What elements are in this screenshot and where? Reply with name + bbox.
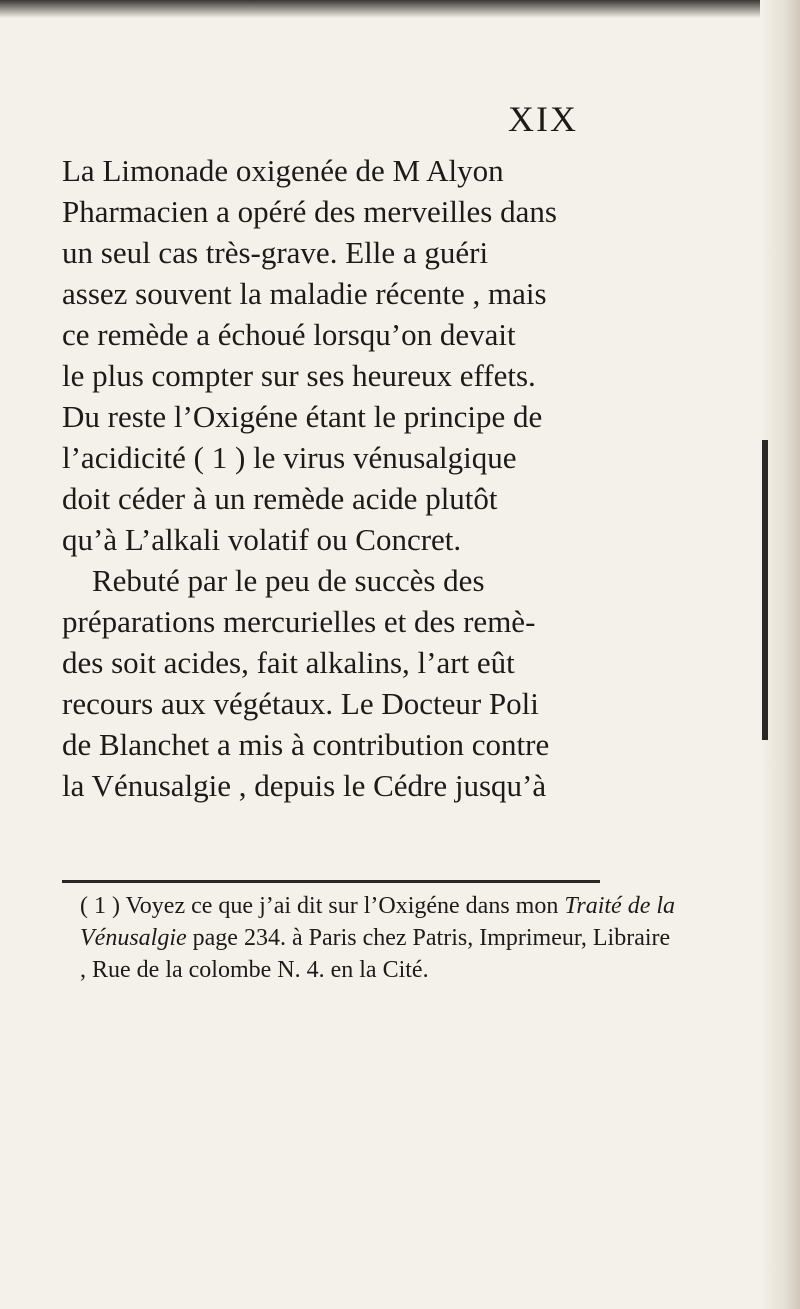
- footnote: [80, 890, 680, 986]
- footnote-text: Voyez ce que j’ai dit sur l’Oxigéne dans mon: [125, 893, 559, 919]
- line: Rebuté par le peu de succès des: [92, 563, 485, 598]
- line: la Vénusalgie , depuis le Cédre jusqu’à: [62, 768, 547, 803]
- paragraph-2: [62, 560, 752, 806]
- line: l’acidicité ( 1 ) le virus vénusalgique: [62, 440, 517, 475]
- line: Pharmacien a opéré des merveilles dans: [62, 194, 557, 229]
- line: recours aux végétaux. Le Docteur Poli: [62, 686, 539, 721]
- line: le plus compter sur ses heureux effets.: [62, 358, 536, 393]
- page-top-shadow: [0, 0, 800, 18]
- line: doit céder à un remède acide plutôt: [62, 481, 498, 516]
- footnote-text-end: page 234. à Paris chez Patris, Imprimeur, Libraire , Rue de la colombe N. 4. en la Cité.: [80, 925, 671, 983]
- line: qu’à L’alkali volatif ou Concret.: [62, 522, 462, 557]
- line: ce remède a échoué lorsqu’on devait: [62, 317, 516, 352]
- line: de Blanchet a mis à contribution contre: [62, 727, 550, 762]
- margin-rule: [762, 440, 768, 740]
- paragraph-1: [62, 150, 752, 560]
- line: assez souvent la maladie récente , mais: [62, 276, 547, 311]
- footnote-title: Traité de la Vénusalgie: [80, 893, 676, 951]
- body-text: [62, 150, 752, 806]
- line: La Limonade oxigenée de M Alyon: [62, 153, 504, 188]
- line: un seul cas très-grave. Elle a guéri: [62, 235, 489, 270]
- footnote-rule: [62, 880, 600, 883]
- line: préparations mercurielles et des remè-: [62, 604, 536, 639]
- line: Du reste l’Oxigéne étant le principe de: [62, 399, 543, 434]
- line: des soit acides, fait alkalins, l’art eût: [62, 645, 515, 680]
- footnote-marker: ( 1 ): [80, 893, 120, 919]
- page-number: XIX: [508, 99, 578, 139]
